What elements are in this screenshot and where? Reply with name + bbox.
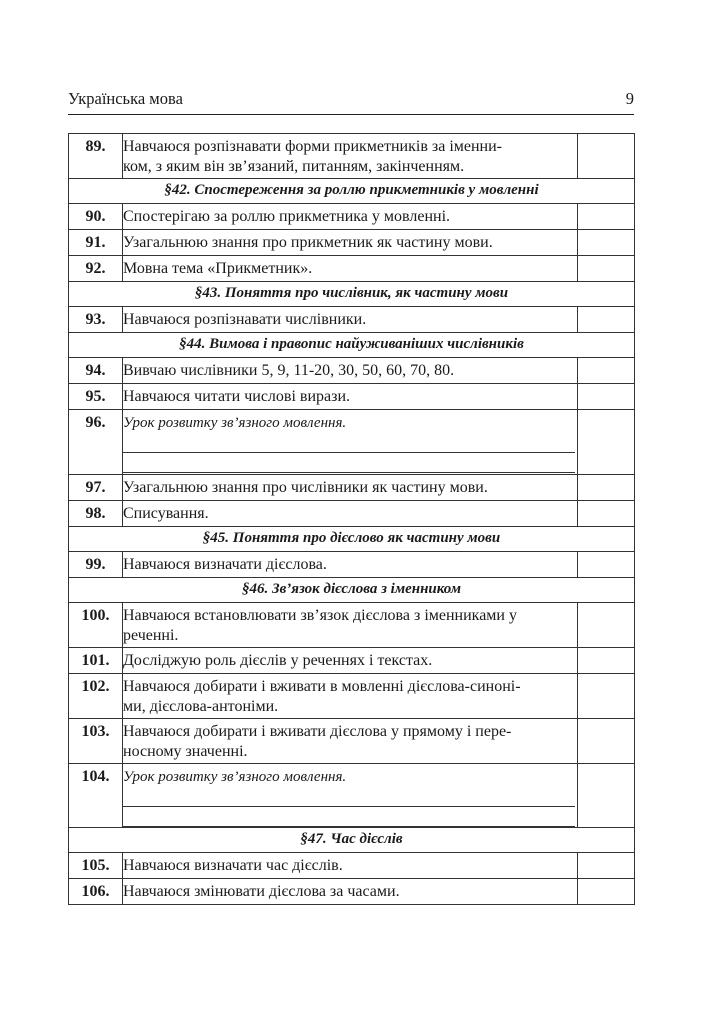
mark-cell[interactable] xyxy=(578,307,635,333)
lesson-topic xyxy=(123,384,578,410)
mark-cell[interactable] xyxy=(578,475,635,501)
lesson-number: 102. xyxy=(69,674,123,719)
lesson-row xyxy=(69,674,635,719)
lesson-topic-line: Мовна тема «Прикметник». xyxy=(123,260,313,277)
section-title: §47. Час дієслів xyxy=(69,828,635,853)
lesson-number: 90. xyxy=(69,204,123,230)
lesson-topic-line: Навчаюся розпізнавати числівники. xyxy=(123,311,367,328)
lesson-number: 93. xyxy=(69,307,123,333)
lesson-row xyxy=(69,603,635,648)
speech-lesson-label: Урок розвитку зв’язного мовлення. xyxy=(123,769,347,785)
mark-cell[interactable] xyxy=(578,603,635,648)
lesson-number: 92. xyxy=(69,256,123,282)
page-number: 9 xyxy=(625,89,634,108)
mark-cell[interactable] xyxy=(578,674,635,719)
lesson-number: 95. xyxy=(69,384,123,410)
section-heading-row xyxy=(69,527,635,552)
lesson-topic xyxy=(123,764,578,828)
lesson-topic-line: ком, з яким він зв’язаний, питанням, закінченням. xyxy=(123,158,465,175)
writing-line xyxy=(123,807,575,827)
lesson-row xyxy=(69,384,635,410)
lesson-row xyxy=(69,230,635,256)
mark-cell[interactable] xyxy=(578,230,635,256)
lesson-row xyxy=(69,879,635,905)
lesson-row xyxy=(69,552,635,578)
mark-cell[interactable] xyxy=(578,853,635,879)
lesson-number: 106. xyxy=(69,879,123,905)
lesson-topic-line: реченні. xyxy=(123,627,179,644)
lesson-topic-line: Навчаюся читати числові вирази. xyxy=(123,388,350,405)
lesson-topic xyxy=(123,256,578,282)
lesson-number: 105. xyxy=(69,853,123,879)
lesson-topic-line: Навчаюся добирати і вживати дієслова у прямому і пере- xyxy=(123,723,512,740)
mark-cell[interactable] xyxy=(578,879,635,905)
mark-cell[interactable] xyxy=(578,134,635,179)
mark-cell[interactable] xyxy=(578,764,635,828)
lesson-topic-line: Узагальнюю знання про числівники як частину мови. xyxy=(123,479,488,496)
speech-lesson-label: Урок розвитку зв’язного мовлення. xyxy=(123,415,347,431)
section-title: §42. Спостереження за роллю прикметників у мовленні xyxy=(69,179,635,204)
lesson-row xyxy=(69,204,635,230)
lesson-topic-line: носному значенні. xyxy=(123,743,248,760)
writing-line xyxy=(123,433,575,453)
lesson-topic-line: Досліджую роль дієслів у реченнях і текстах. xyxy=(123,652,433,669)
writing-line xyxy=(123,787,575,807)
lesson-number: 98. xyxy=(69,501,123,527)
lesson-row xyxy=(69,307,635,333)
lesson-row xyxy=(69,719,635,764)
lesson-topic-line: Навчаюся визначати дієслова. xyxy=(123,556,327,573)
mark-cell[interactable] xyxy=(578,552,635,578)
section-heading-row xyxy=(69,282,635,307)
lesson-topic-line: Вивчаю числівники 5, 9, 11-20, 30, 50, 60, 70, 80. xyxy=(123,362,455,379)
lesson-row xyxy=(69,134,635,179)
lesson-topic-line: Навчаюся розпізнавати форми прикметників за іменни- xyxy=(123,138,502,155)
lesson-topic xyxy=(123,501,578,527)
lesson-number: 103. xyxy=(69,719,123,764)
lesson-topic xyxy=(123,358,578,384)
writing-line xyxy=(123,453,575,473)
lesson-number: 89. xyxy=(69,134,123,179)
section-title: §45. Поняття про дієслово як частину мови xyxy=(69,527,635,552)
lesson-topic xyxy=(123,230,578,256)
lesson-row xyxy=(69,501,635,527)
lesson-topic-line: Спостерігаю за роллю прикметника у мовленні. xyxy=(123,208,451,225)
lesson-topic xyxy=(123,410,578,475)
section-title: §44. Вимова і правопис найуживаніших числівників xyxy=(69,333,635,358)
lesson-topic xyxy=(123,674,578,719)
page-header xyxy=(68,88,634,115)
mark-cell[interactable] xyxy=(578,256,635,282)
lesson-number: 104. xyxy=(69,764,123,828)
lesson-topic xyxy=(123,307,578,333)
lesson-topic-line: Навчаюся визначати час дієслів. xyxy=(123,857,343,874)
lesson-topic xyxy=(123,719,578,764)
lesson-topic-line: Навчаюся змінювати дієслова за часами. xyxy=(123,883,400,900)
lesson-topic-line: Списування. xyxy=(123,505,209,522)
lesson-number: 96. xyxy=(69,410,123,475)
mark-cell[interactable] xyxy=(578,384,635,410)
lesson-topic-line: Навчаюся добирати і вживати в мовленні дієслова-синоні- xyxy=(123,678,521,695)
section-title: §43. Поняття про числівник, як частину мови xyxy=(69,282,635,307)
lesson-topic xyxy=(123,204,578,230)
mark-cell[interactable] xyxy=(578,358,635,384)
lesson-number: 101. xyxy=(69,648,123,674)
lesson-topic xyxy=(123,603,578,648)
lesson-topic-line: ми, дієслова-антоніми. xyxy=(123,698,279,715)
lesson-number: 99. xyxy=(69,552,123,578)
mark-cell[interactable] xyxy=(578,204,635,230)
mark-cell[interactable] xyxy=(578,648,635,674)
lesson-topic-line: Узагальнюю знання про прикметник як частину мови. xyxy=(123,234,493,251)
lesson-row xyxy=(69,256,635,282)
lesson-topic xyxy=(123,879,578,905)
section-heading-row xyxy=(69,179,635,204)
lesson-number: 94. xyxy=(69,358,123,384)
lesson-number: 91. xyxy=(69,230,123,256)
mark-cell[interactable] xyxy=(578,410,635,475)
lesson-number: 100. xyxy=(69,603,123,648)
lesson-row xyxy=(69,648,635,674)
lesson-row xyxy=(69,475,635,501)
mark-cell[interactable] xyxy=(578,501,635,527)
section-heading-row xyxy=(69,828,635,853)
lesson-topic xyxy=(123,648,578,674)
section-heading-row xyxy=(69,578,635,603)
mark-cell[interactable] xyxy=(578,719,635,764)
section-heading-row xyxy=(69,333,635,358)
lesson-row xyxy=(69,764,635,828)
lesson-row xyxy=(69,410,635,475)
lesson-topic-line: Навчаюся встановлювати зв’язок дієслова з іменниками у xyxy=(123,607,517,624)
lesson-row xyxy=(69,358,635,384)
lesson-number: 97. xyxy=(69,475,123,501)
lesson-topic xyxy=(123,475,578,501)
lesson-row xyxy=(69,853,635,879)
lesson-plan-body xyxy=(69,134,635,905)
lesson-topic xyxy=(123,552,578,578)
section-title: §46. Зв’язок дієслова з іменником xyxy=(69,578,635,603)
lesson-topic xyxy=(123,853,578,879)
lesson-plan-table xyxy=(68,133,635,905)
running-title: Українська мова xyxy=(68,89,183,108)
lesson-topic xyxy=(123,134,578,179)
